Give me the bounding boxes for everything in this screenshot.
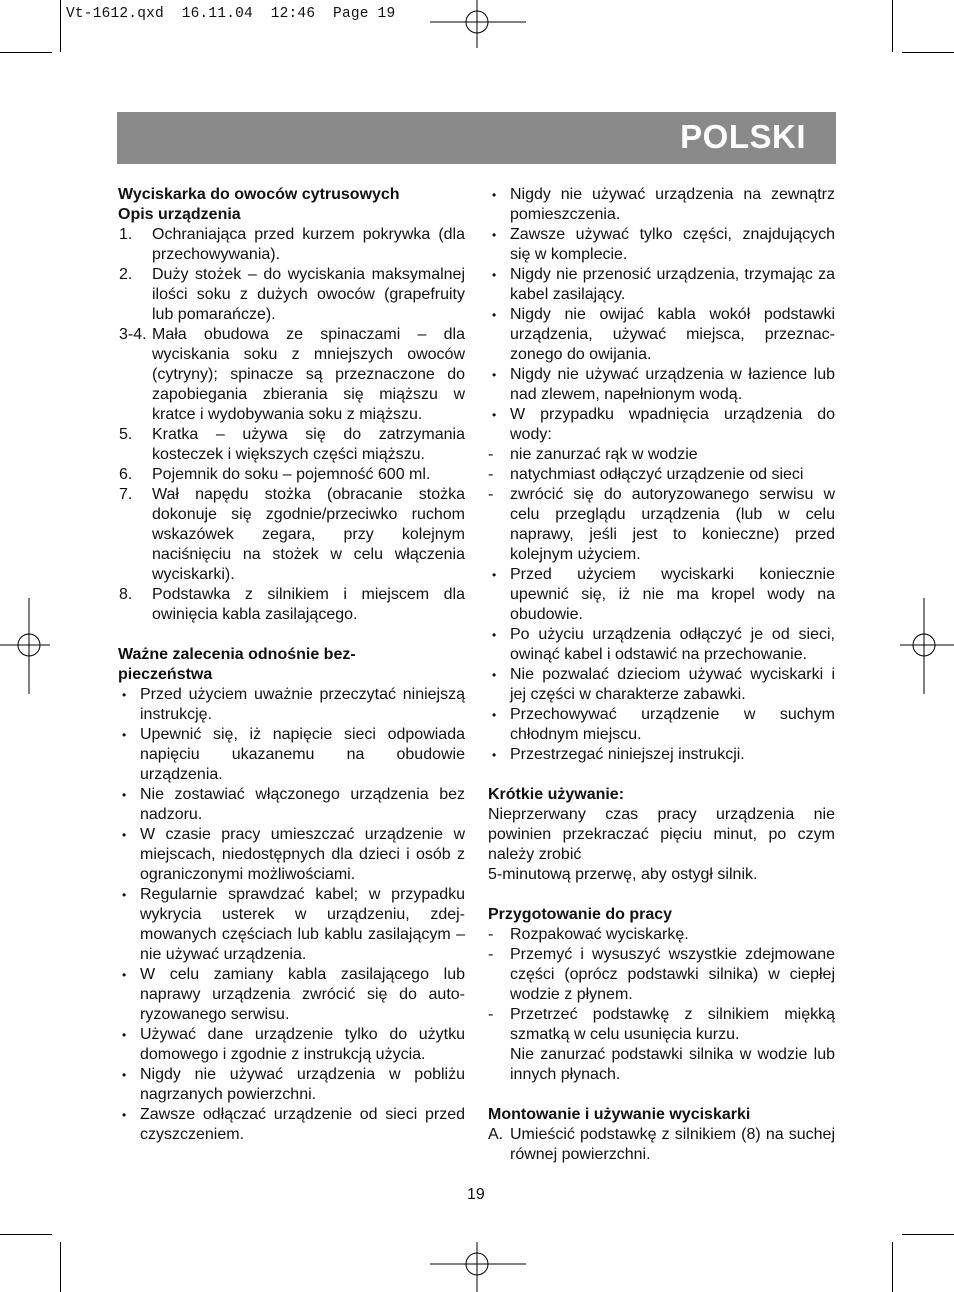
prep-step-item: - Rozpakować wyciskarkę.: [488, 926, 689, 943]
safety-list-item: • W czasie pracy umieszczać urządzenie w miejscach, niedostępnych dla dzieci i osób z ograniczonymi możliwościami.: [122, 826, 465, 883]
left-column: [118, 185, 465, 1145]
crop-mark: [0, 52, 52, 53]
safety-list-item: • Regularnie sprawdzać kabel; w przypadku wykrycia usterek w urządzeniu, zdejmowanych częściach lub kablu zasilającym – nie używać urządzenia.: [122, 886, 465, 963]
registration-mark-icon: [430, 0, 526, 48]
product-title: Wyciskarka do owoców cytrusowych: [118, 186, 400, 203]
prep-note: Nie zanurzać podstawki silnika w wodzie lub innych płynach.: [510, 1046, 835, 1083]
safety-list-item: • Nie zostawiać włączonego urządzenia bez nadzoru.: [122, 786, 465, 823]
crop-mark: [902, 1234, 954, 1235]
parts-list-item: 8. Podstawka z silnikiem i miejscem dla owinięcia kabla zasilającego.: [119, 586, 465, 623]
water-step-item: - nie zanurzać rąk w wodzie: [488, 446, 698, 463]
prep-step-item: - Przetrzeć podstawkę z silnikiem miękką szmatką w celu usunięcia kurzu.: [488, 1006, 835, 1043]
safety-list-item: • Nie pozwalać dzieciom używać wyciskarki i jej części w charakterze zabawki.: [492, 666, 835, 703]
registration-mark-icon: [430, 1242, 526, 1292]
section-heading-preparation: Przygotowanie do pracy: [488, 906, 673, 923]
safety-list-item: • Po użyciu urządzenia odłączyć je od sieci, owinąć kabel i odstawić na przechowanie.: [492, 626, 835, 663]
crop-mark: [902, 52, 954, 53]
water-step-item: - zwrócić się do autoryzowanego serwisu w celu przeglądu urządzenia (lub w celu naprawy, jeśli jest to konieczne) przed kolejnym użyciem.: [488, 486, 835, 563]
section-heading-assembly: Montowanie i używanie wyciskarki: [488, 1106, 751, 1123]
registration-mark-icon: [0, 598, 50, 694]
crop-mark: [892, 1242, 893, 1292]
parts-list-item: 2. Duży stożek – do wyciskania maksymalnej ilości soku z dużych owoców (grapefruity lub pomarańcze).: [119, 266, 465, 323]
safety-list-item: • Przestrzegać niniejszej instrukcji.: [492, 746, 745, 763]
short-use-text: 5-minutową przerwę, aby ostygł silnik.: [488, 866, 758, 883]
crop-mark: [0, 1234, 52, 1235]
safety-list-item: • Nigdy nie używać urządzenia na zewnątrz pomieszczenia.: [492, 186, 835, 223]
language-banner: [117, 112, 836, 164]
assembly-step-item: A. Umieścić podstawkę z silnikiem (8) na suchej równej powierzchni.: [488, 1126, 835, 1163]
safety-list-item: • Przed użyciem uważnie przeczytać niniejszą instrukcję.: [122, 686, 465, 723]
crop-mark: [60, 1242, 61, 1292]
crop-mark: [892, 0, 893, 52]
short-use-text: Nieprzerwany czas pracy urządzenia nie powinien przekraczać pięciu minut, po czym należy zrobić: [488, 806, 835, 863]
safety-list-item: • Używać dane urządzenie tylko do użytku domowego i zgodnie z instrukcją użycia.: [122, 1026, 465, 1063]
safety-list-item: • Nigdy nie owijać kabla wokół podstawki urządzenia, używać miejsca, przeznaczonego do owijania.: [492, 306, 835, 363]
banner-title: POLSKI: [680, 118, 806, 155]
parts-list-item: 1. Ochraniająca przed kurzem pokrywka (dla przechowywania).: [119, 226, 465, 263]
parts-list-item: 7. Wał napędu stożka (obracanie stożka dokonuje się zgodnie/przeciwko ruchom wskazówek zegara, przy kolejnym naciśnięciu na stożek w celu włączenia wyciskarki).: [119, 486, 465, 583]
safety-list-item: • Nigdy nie używać urządzenia w pobliżu nagrzanych powierzchni.: [122, 1066, 465, 1103]
registration-mark-icon: [900, 598, 954, 694]
safety-list-item: • Przed użyciem wyciskarki koniecznie upewnić się, iż nie ma kropel wody na obudowie.: [492, 566, 835, 623]
right-column: [488, 185, 835, 1165]
safety-list-item: • Przechowywać urządzenie w suchym chłodnym miejscu.: [492, 706, 835, 743]
page-number: 19: [467, 1186, 485, 1203]
parts-list-item: 5. Kratka – używa się do zatrzymania kosteczek i większych części miąższu.: [119, 426, 465, 463]
parts-list-item: 3-4. Mała obudowa ze spinaczami – dla wyciskania soku z mniejszych owoców (cytryny); spinacze są przeznaczone do zapobiegania zbierania się miąższu w kratce i wydobywania soku z miąższu.: [119, 326, 465, 423]
crop-mark: [60, 0, 61, 52]
safety-list-item: • Nigdy nie przenosić urządzenia, trzymając za kabel zasilający.: [492, 266, 835, 303]
parts-list-item: 6. Pojemnik do soku – pojemność 600 ml.: [119, 466, 431, 483]
safety-list-item: • Nigdy nie używać urządzenia w łazience lub nad zlewem, napełnionym wodą.: [492, 366, 835, 403]
safety-list-item: • W celu zamiany kabla zasilającego lub naprawy urządzenia zwrócić się do autoryzowanego serwisu.: [122, 966, 465, 1023]
safety-list-item: • Zawsze odłączać urządzenie od sieci przed czyszczeniem.: [122, 1106, 465, 1143]
prep-step-item: - Przemyć i wysuszyć wszystkie zdejmowane części (oprócz podstawki silnika) w ciepłej wodzie z płynem.: [488, 946, 835, 1003]
water-step-item: - natychmiast odłączyć urządzenie od sieci: [488, 466, 804, 483]
section-heading-description: Opis urządzenia: [118, 206, 241, 223]
safety-list-item: • Upewnić się, iż napięcie sieci odpowiada napięciu ukazanemu na obudowie urządzenia.: [122, 726, 465, 783]
section-heading-safety: Ważne zalecenia odnośnie bez- pieczeństwa: [118, 646, 356, 683]
safety-list-item: • Zawsze używać tylko części, znajdujących się w komplecie.: [492, 226, 835, 263]
section-heading-short-use: Krótkie używanie:: [488, 786, 625, 803]
safety-list-item: • W przypadku wpadnięcia urządzenia do wody:: [492, 406, 835, 443]
print-slug: Vt-1612.qxd 16.11.04 12:46 Page 19: [66, 6, 396, 22]
